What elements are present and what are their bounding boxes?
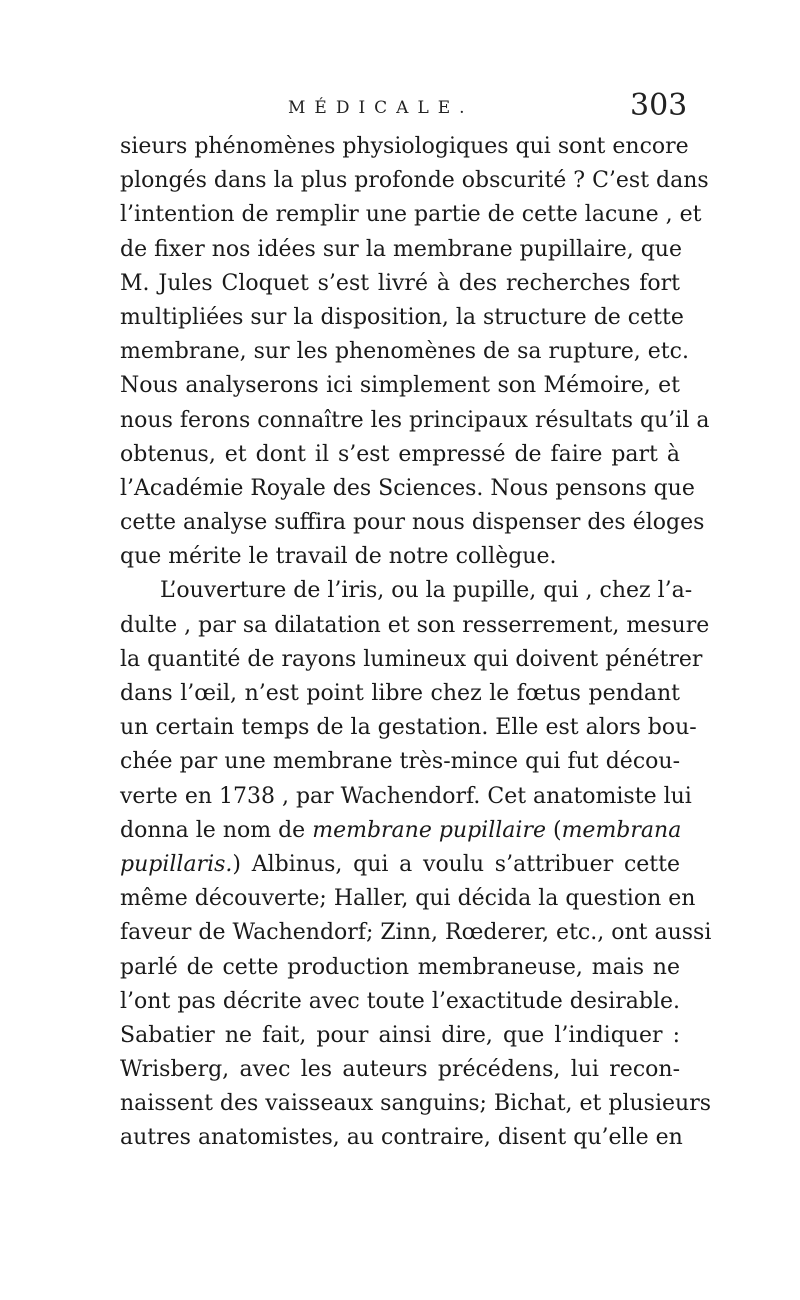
text-line: l’intention de remplir une partie de cette lacune , et (120, 202, 702, 228)
text-line: dans l’œil, n’est point libre chez le fœtus pendant (120, 681, 680, 706)
text-line: multipliées sur la disposition, la structure de cette (120, 304, 684, 330)
body-text (120, 130, 712, 1156)
italic-term: pupillaris. (120, 851, 233, 877)
text-run: ) Albinus, qui a voulu s’attribuer cette (232, 851, 680, 877)
text-line: Nous analyserons ici simplement son Mémoire, et (120, 373, 680, 399)
text-line: l’Académie Royale des Sciences. Nous pensons que (120, 475, 695, 501)
paragraph (120, 130, 710, 574)
text-run: ( (545, 817, 562, 843)
text-line: autres anatomistes, au contraire, disent qu’elle en (120, 1125, 683, 1151)
text-line: sieurs phénomènes physiologiques qui sont encore (120, 134, 689, 159)
text-line: de fixer nos idées sur la membrane pupillaire, que (120, 236, 682, 262)
text-line: Wrisberg, avec les auteurs précédens, lui recon- (120, 1057, 680, 1083)
text-line (120, 814, 680, 848)
text-line: plongés dans la plus profonde obscurité ? C’est dans (120, 168, 709, 194)
italic-term: membrana (561, 817, 682, 843)
text-line: dulte , par sa dilatation et son resserrement, mesure (120, 612, 710, 638)
text-line: la quantité de rayons lumineux qui doivent pénétrer (120, 646, 703, 672)
text-line: Sabatier ne fait, pour ainsi dire, que l’indiquer : (120, 1022, 680, 1048)
page-number: 303 (630, 88, 688, 123)
text-line: l’ont pas décrite avec toute l’exactitude desirable. (120, 988, 680, 1014)
text-line: cette analyse suffira pour nous dispenser des éloges (120, 510, 705, 536)
text-line: parlé de cette production membraneuse, mais ne (120, 954, 680, 980)
text-line: verte en 1738 , par Wachendorf. Cet anatomiste lui (120, 783, 692, 809)
text-run: donna le nom de (120, 817, 313, 843)
text-line (120, 848, 680, 882)
text-line: nous ferons connaître les principaux résultats qu’il a (120, 407, 710, 433)
text-line: chée par une membrane très-mince qui fut décou- (120, 749, 680, 775)
text-line: que mérite le travail de notre collègue. (120, 544, 557, 570)
text-line: faveur de Wachendorf; Zinn, Rœderer, etc., ont aussi (120, 920, 712, 946)
text-line: naissent des vaisseaux sanguins; Bichat, et plusieurs (120, 1091, 712, 1117)
text-line: membrane, sur les phenomènes de sa rupture, etc. (120, 339, 689, 365)
text-line: M. Jules Cloquet s’est livré à des recherches fort (120, 270, 680, 296)
running-head: MÉDICALE. (288, 98, 474, 118)
text-line: obtenus, et dont il s’est empressé de faire part à (120, 441, 680, 467)
text-line: L’ouverture de l’iris, ou la pupille, qui , chez l’a- (160, 578, 693, 604)
paragraph (120, 574, 712, 1155)
text-line: un certain temps de la gestation. Elle est alors bou- (120, 715, 697, 741)
italic-term: membrane pupillaire (312, 817, 546, 843)
text-line: même découverte; Haller, qui décida la question en (120, 886, 696, 912)
